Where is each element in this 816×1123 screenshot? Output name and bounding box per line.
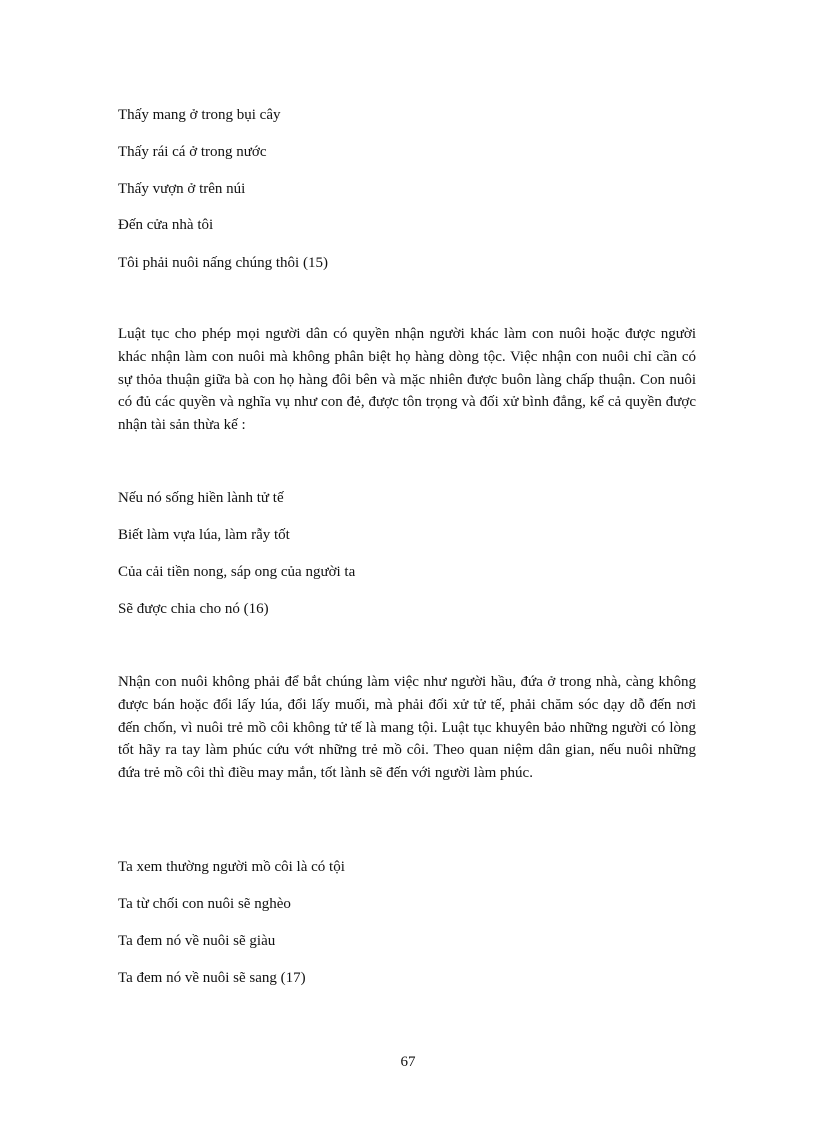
poem3-line-1: Ta xem thường người mồ côi là có tội bbox=[118, 859, 345, 875]
paragraph-2: Nhận con nuôi không phải để bắt chúng làm việc như người hầu, đứa ở trong nhà, càng không được bán hoặc đổi lấy lúa, đổi lấy muối, mà phải đối xử tử tế, phải chăm sóc dạy dỗ đến nơi đến chốn, vì nuôi trẻ mồ côi không tử tế là mang tội. Luật tục khuyên bảo những người có lòng tốt hãy ra tay làm phúc cứu vớt những trẻ mồ côi. Theo quan niệm dân gian, nếu nuôi những đứa trẻ mồ côi thì điều may mắn, tốt lành sẽ đến với người làm phúc. bbox=[118, 674, 696, 782]
poem3-line-3: Ta đem nó về nuôi sẽ giàu bbox=[118, 933, 276, 949]
poem2-line-3: Của cải tiền nong, sáp ong của người ta bbox=[118, 564, 356, 580]
poem2-line-4: Sẽ được chia cho nó (16) bbox=[118, 601, 269, 617]
poem1-line-1: Thấy mang ở trong bụi cây bbox=[118, 107, 281, 123]
poem1-line-3: Thấy vượn ở trên núi bbox=[118, 181, 246, 197]
poem2-line-1: Nếu nó sống hiền lành tử tế bbox=[118, 490, 284, 506]
poem3-line-4: Ta đem nó về nuôi sẽ sang (17) bbox=[118, 970, 306, 986]
poem1-line-5: Tôi phải nuôi nấng chúng thôi (15) bbox=[118, 255, 328, 271]
poem1-line-2: Thấy rái cá ở trong nước bbox=[118, 144, 267, 160]
paragraph-1: Luật tục cho phép mọi người dân có quyền nhận người khác làm con nuôi hoặc được người khác nhận làm con nuôi mà không phân biệt họ hàng dòng tộc. Việc nhận con nuôi chỉ cần có sự thỏa thuận giữa bà con họ hàng đôi bên và mặc nhiên được buôn làng chấp thuận. Con nuôi có đủ các quyền và nghĩa vụ như con đẻ, được tôn trọng và đối xử bình đẳng, kể cả quyền được nhận tài sản thừa kế : bbox=[118, 326, 696, 434]
poem1-line-4: Đến cửa nhà tôi bbox=[118, 217, 214, 233]
poem3-line-2: Ta từ chối con nuôi sẽ nghèo bbox=[118, 896, 291, 912]
poem2-line-2: Biết làm vựa lúa, làm rẫy tốt bbox=[118, 527, 290, 543]
page-number: 67 bbox=[400, 1054, 416, 1070]
